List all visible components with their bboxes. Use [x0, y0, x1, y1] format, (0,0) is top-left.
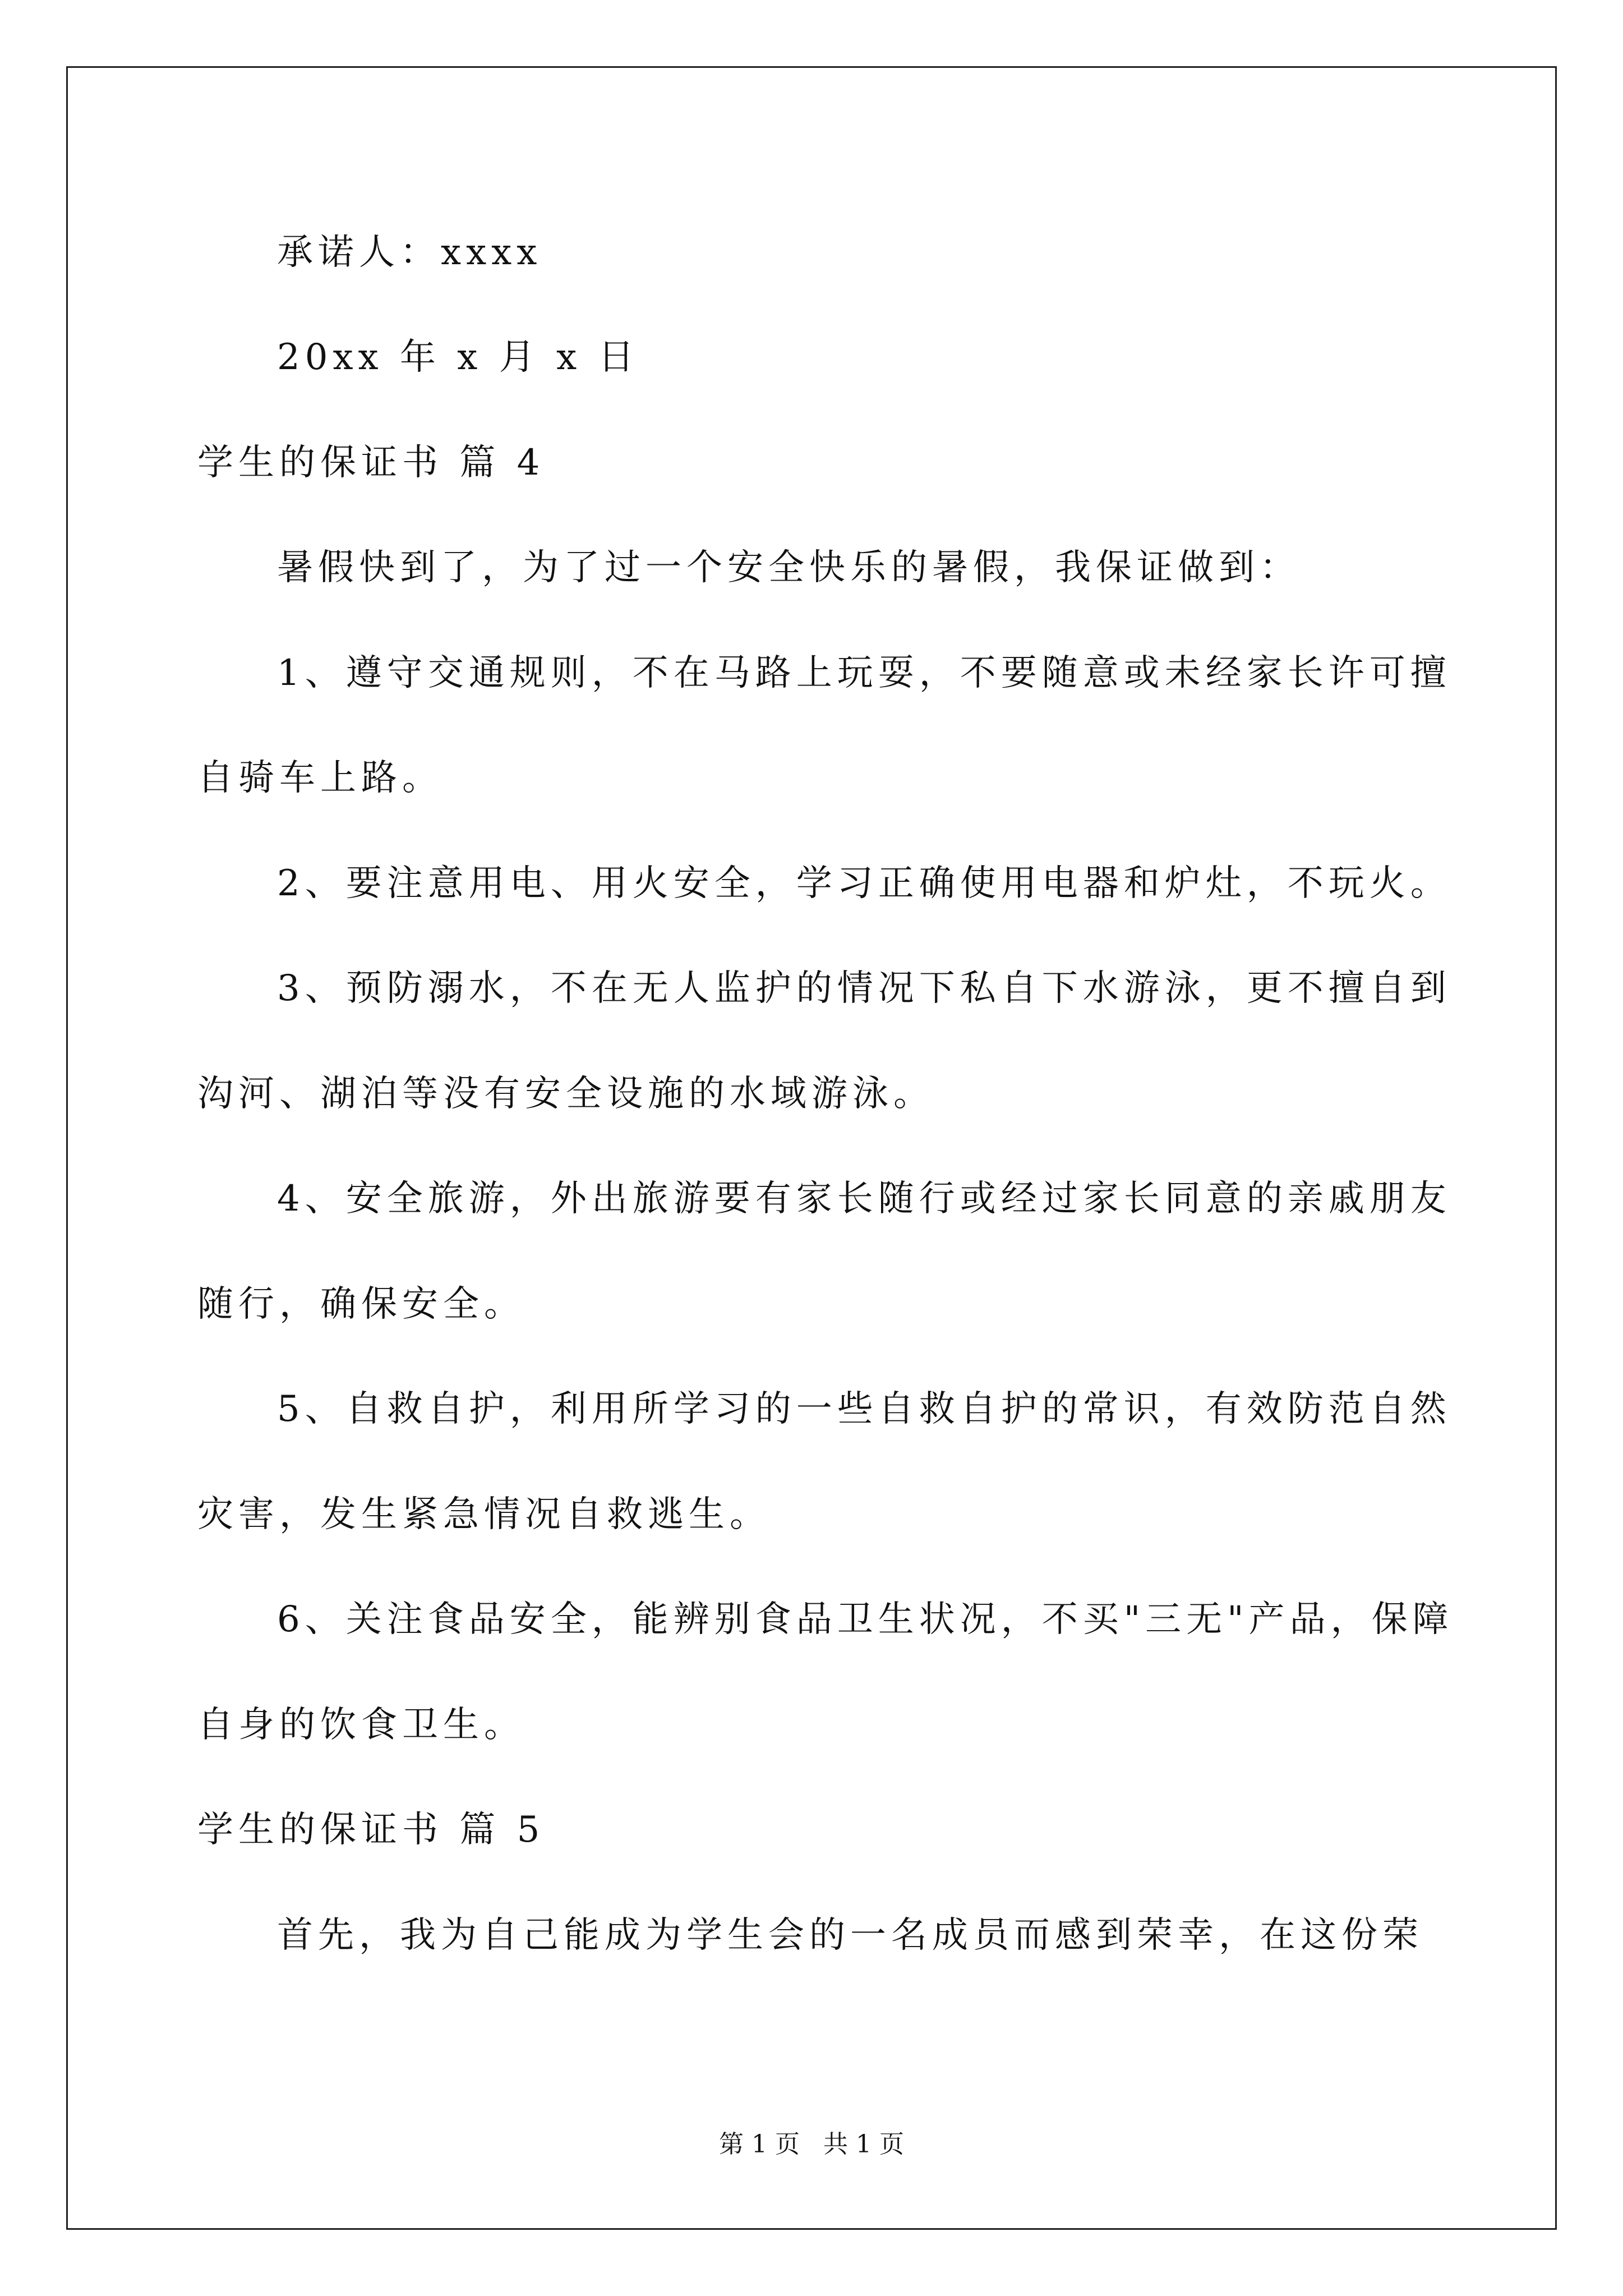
page-footer: 第 1 页 共 1 页: [719, 2130, 904, 2159]
item-2-line-1: 2、要注意用电、用火安全，学习正确使用电器和炉灶，不玩火。: [277, 863, 1451, 904]
item-5-line-1: 5、自救自护，利用所学习的一些自救自护的常识，有效防范自然: [277, 1388, 1451, 1430]
item-3-line-1: 3、预防溺水，不在无人监护的情况下私自下水游泳，更不擅自到: [277, 968, 1451, 1009]
paragraph-intro: 暑假快到了，为了过一个安全快乐的暑假，我保证做到：: [277, 547, 1301, 588]
date-line: 20xx 年 x 月 x 日: [277, 337, 639, 378]
paragraph-5-line-1: 首先，我为自己能成为学生会的一名成员而感到荣幸，在这份荣: [277, 1915, 1423, 1956]
item-5-line-2: 灾害，发生紧急情况自救逃生。: [197, 1494, 771, 1535]
item-6-line-1: 6、关注食品安全，能辨别食品卫生状况，不买"三无"产品，保障: [277, 1599, 1454, 1640]
item-6-line-2: 自身的饮食卫生。: [197, 1704, 525, 1746]
page-border: [66, 66, 1557, 2230]
section-heading-4: 学生的保证书 篇 4: [197, 442, 545, 484]
item-4-line-1: 4、安全旅游，外出旅游要有家长随行或经过家长同意的亲戚朋友: [277, 1178, 1451, 1220]
section-heading-5: 学生的保证书 篇 5: [197, 1809, 545, 1851]
item-3-line-2: 沟河、湖泊等没有安全设施的水域游泳。: [197, 1073, 934, 1115]
item-1-line-1: 1、遵守交通规则，不在马路上玩耍，不要随意或未经家长许可擅: [277, 652, 1451, 694]
signatory-line: 承诺人：xxxx: [277, 232, 542, 273]
item-1-line-2: 自骑车上路。: [197, 757, 443, 799]
item-4-line-2: 随行，确保安全。: [197, 1283, 525, 1325]
